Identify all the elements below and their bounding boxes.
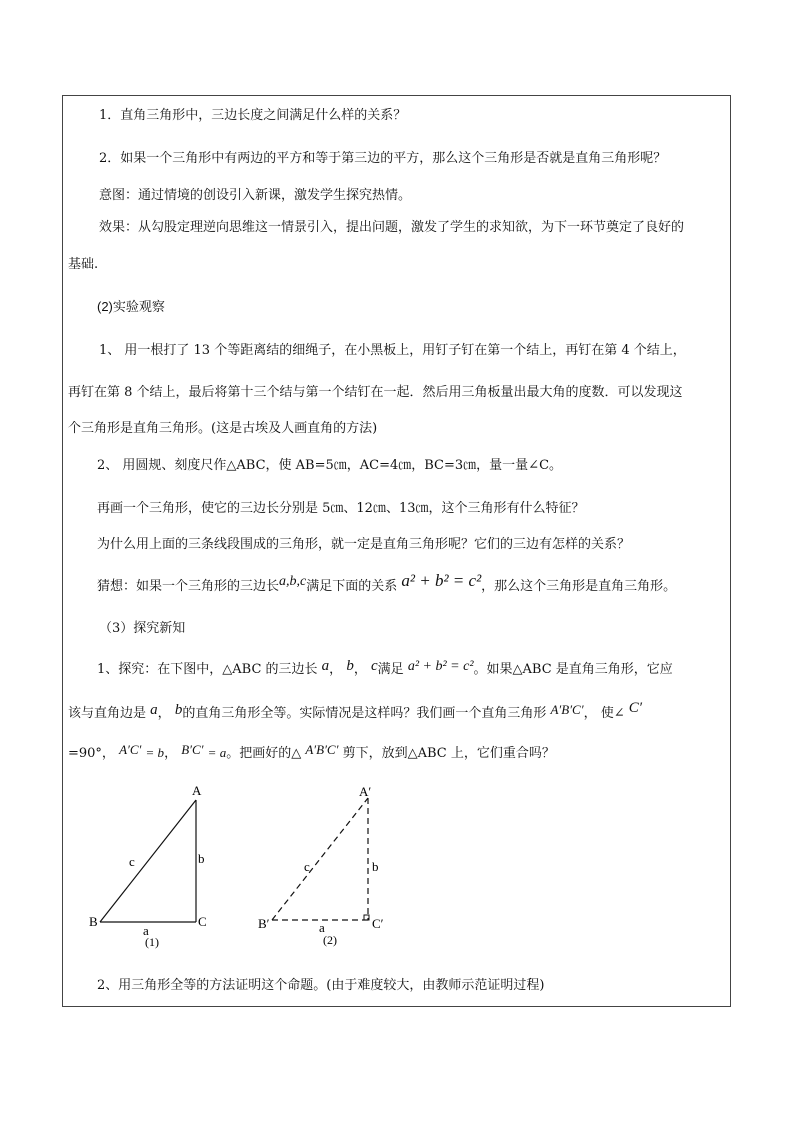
fig2-side-c <box>272 798 368 920</box>
fig1-label-C: C <box>198 914 207 929</box>
fig1-label-a: a <box>143 923 149 938</box>
question-1: 1．直角三角形中，三边长度之间满足什么样的关系？ <box>99 108 407 123</box>
effect-text-line-1: 效果：从勾股定理逆向思维这一情景引入，提出问题，激发了学生的求知欲，为下一环节奠定了良好的 <box>99 220 685 235</box>
explore-1-sep-2: ， <box>353 662 367 677</box>
explore-2-angle: C′ <box>628 700 643 716</box>
experiment-1-line-2: 再钉在第 8 个结上，最后将第十三个结与第一个结钉在一起．然后用三角板量出最大角的度数．可以发现这 <box>68 385 683 400</box>
explore-3-text-a: =90°， <box>68 746 115 761</box>
explore-3-triangle: A′B′C′ <box>305 742 339 757</box>
figure-2-triangle <box>258 784 384 947</box>
question-2: 2．如果一个三角形中有两边的平方和等于第三边的平方，那么这个三角形是否就是直角三角形呢？ <box>99 151 667 166</box>
explore-1-text-c: 。如果△ABC 是直角三角形，它应 <box>473 662 673 677</box>
explore-3-eq-a: = a <box>207 745 227 760</box>
fig2-label-c: c <box>304 859 310 874</box>
explore-1-var-a: a <box>321 658 330 674</box>
explore-3-text-f: 剪下，放到△ABC 上，它们重合吗？ <box>342 746 555 761</box>
explore-2-text-a: 该与直角边是 <box>68 706 147 721</box>
experiment-2: 2、 用圆规、刻度尺作△ABC，使 AB=5㎝，AC=4㎝，BC=3㎝，量一量∠C。 <box>97 458 563 473</box>
explore-2-sep: ， <box>157 706 171 721</box>
why-question: 为什么用上面的三条线段围成的三角形，就一定是直角三角形呢？它们的三边有怎样的关系？ <box>97 537 631 552</box>
intent-text: 意图：通过情境的创设引入新课，激发学生探究热情。 <box>99 188 412 203</box>
explore-2-var-a: a <box>150 702 158 718</box>
experiment-1-line-3: 个三角形是直角三角形。(这是古埃及人画直角的方法) <box>68 421 378 436</box>
explore-2-text-b: 的直角三角形全等。实际情况是这样吗？我们画一个直角三角形 <box>182 706 547 721</box>
fig1-caption: (1) <box>145 935 159 949</box>
explore-3-bc: B′C′ <box>181 742 204 757</box>
experiment-1-line-1: 1、 用一根打了 13 个等距离结的细绳子，在小黑板上，用钉子钉在第一个结上，再钉在第 4 个结上， <box>99 343 686 358</box>
section-2-title: (2)实验观察 <box>97 299 165 314</box>
fig1-label-B: B <box>89 914 98 929</box>
proof-instruction: 2、用三角形全等的方法证明这个命题。(由于难度较大，由教师示范证明过程) <box>97 978 545 993</box>
conjecture-equation: a² + b² = c² <box>401 571 482 590</box>
explore-3-ac: A′C′ <box>119 742 142 757</box>
explore-2-triangle: A′B′C′ <box>550 702 584 717</box>
fig1-label-b: b <box>198 851 205 866</box>
fig1-label-A: A <box>192 783 202 798</box>
conjecture-sides: a,b,c <box>279 574 307 589</box>
effect-text-line-2: 基础. <box>68 257 99 272</box>
draw-another-triangle: 再画一个三角形，使它的三边长分别是 5㎝、12㎝、13㎝，这个三角形有什么特征？ <box>97 501 585 516</box>
fig2-label-B: B′ <box>258 916 270 931</box>
fig2-label-A: A′ <box>359 784 372 799</box>
explore-1-text-a: 1、探究：在下图中，△ABC 的三边长 <box>97 662 318 677</box>
explore-1-var-b: b <box>346 658 354 674</box>
fig2-caption: (2) <box>323 933 337 947</box>
explore-2-var-b: b <box>174 702 183 718</box>
fig1-label-c: c <box>129 854 135 869</box>
conjecture-text-b: 满足下面的关系 <box>306 579 398 594</box>
explore-1-sep-1: ， <box>329 662 343 677</box>
figure-1-triangle <box>89 783 207 949</box>
fig1-side-c <box>100 800 196 922</box>
fig2-label-a: a <box>319 920 325 935</box>
explore-3-text-c: ， <box>164 746 178 761</box>
conjecture-text-a: 猜想：如果一个三角形的三边长 <box>97 579 280 594</box>
explore-3-text-e: 。把画好的△ <box>226 746 302 761</box>
conjecture-text-c: ，那么这个三角形是直角三角形。 <box>481 579 677 594</box>
section-3-title: （3）探究新知 <box>99 621 186 636</box>
explore-2-text-c: ， 使∠ <box>583 706 625 721</box>
explore-3-eq-b: = b <box>145 745 165 760</box>
fig2-label-C: C′ <box>372 916 384 931</box>
explore-1-var-c: c <box>370 658 378 674</box>
explore-1-equation: a² + b² = c² <box>407 659 474 674</box>
fig2-label-b: b <box>372 859 379 874</box>
explore-1-text-b: 满足 <box>377 662 404 677</box>
